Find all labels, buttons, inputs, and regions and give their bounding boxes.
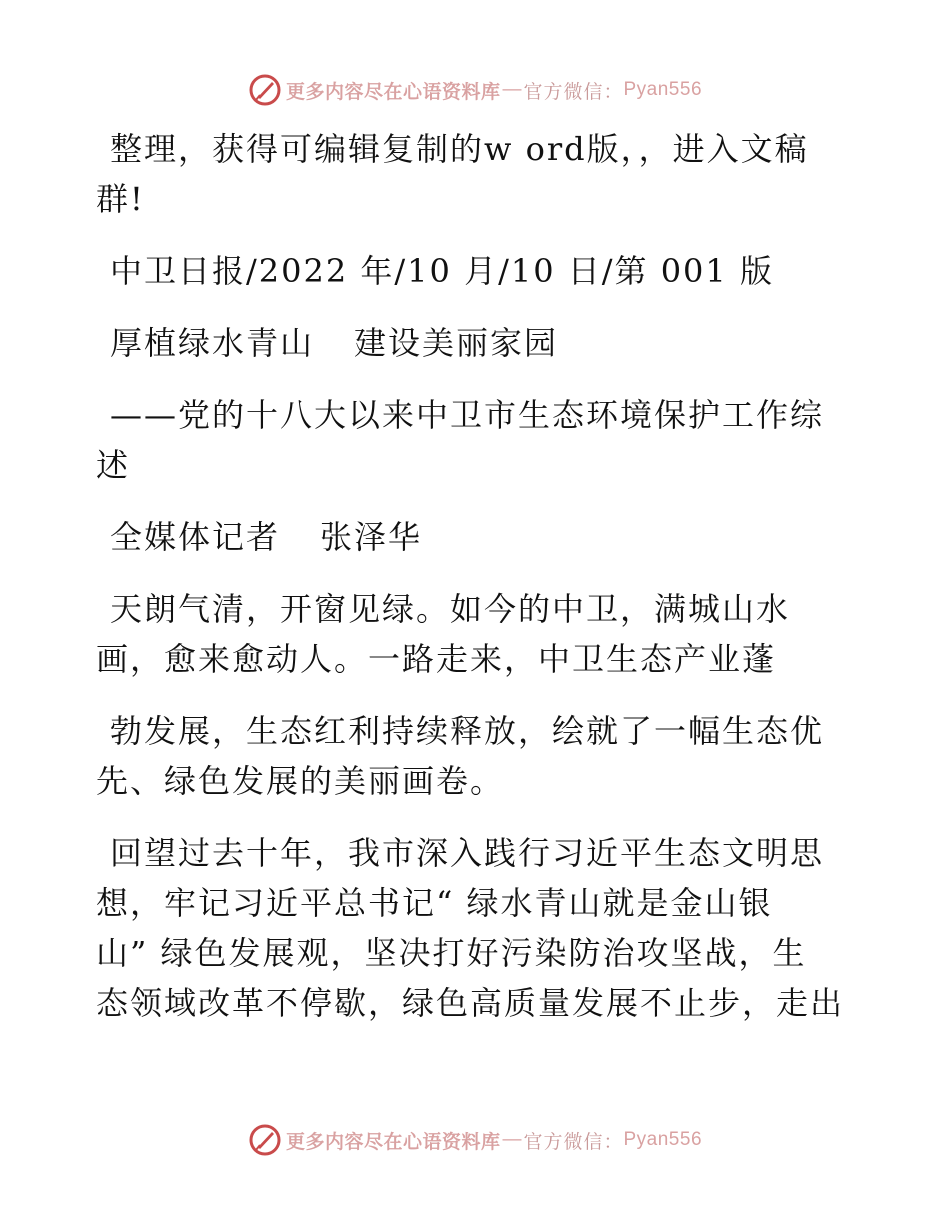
watermark-separator: — [502,1129,522,1150]
watermark-separator: — [502,79,522,100]
para2-line-1: 勃发展，生态红利持续释放，绘就了一幅生态优 [110,712,825,750]
watermark-wechat-id: Pyan556 [623,1129,703,1150]
watermark-text: 更多内容尽在心语资料库 [285,81,501,103]
watermark-footer [0,1120,950,1160]
title-part-1: 厚植绿水青山 [110,324,315,362]
intro-line-1: 整理，获得可编辑复制的w ord版，，进入文稿 [110,130,809,168]
dateline: 中卫日报/2022 年/10 月/10 日/第 001 版 [110,252,774,290]
byline [96,512,856,562]
para3-line-4: 态领域改革不停歇，绿色高质量发展不止步，走出 [96,984,845,1022]
watermark-wechat-label: 官方微信： [523,1131,624,1153]
byline-role: 全媒体记者 [110,518,281,556]
title-part-2: 建设美丽家园 [354,324,559,362]
para3-line-2: 想，牢记习近平总书记“ 绿水青山就是金山银 [96,884,773,922]
byline-name: 张泽华 [320,518,423,556]
document-body [96,124,856,1028]
quill-logo-icon [248,73,282,107]
watermark-header [0,70,950,110]
watermark-wechat-label: 官方微信： [523,81,624,103]
para2-line-2: 先、绿色发展的美丽画卷。 [96,762,505,800]
quill-logo-icon [248,1123,282,1157]
watermark-wechat-id: Pyan556 [623,79,703,100]
para1-line-2: 画，愈来愈动人。一路走来，中卫生态产业蓬 [96,640,777,678]
article-title [96,318,856,368]
intro-line-2: 群! [96,180,145,218]
para3-line-3: 山” 绿色发展观，坚决打好污染防治攻坚战，生 [96,934,807,972]
subtitle-line-1: ——党的十八大以来中卫市生态环境保护工作综 [110,396,825,434]
para1-line-1: 天朗气清，开窗见绿。如今的中卫，满城山水 [110,590,791,628]
watermark-text: 更多内容尽在心语资料库 [285,1131,501,1153]
para3-line-1: 回望过去十年，我市深入践行习近平生态文明思 [110,834,825,872]
subtitle-line-2: 述 [96,446,131,484]
